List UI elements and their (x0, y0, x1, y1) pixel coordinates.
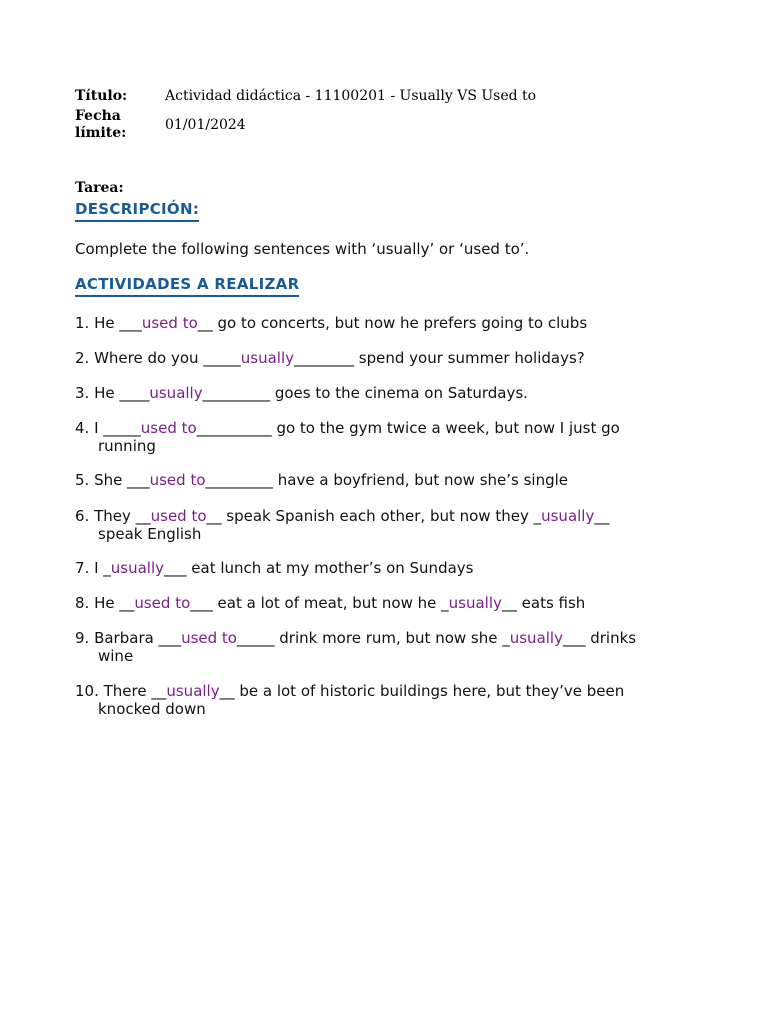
activity-line (75, 471, 568, 489)
sentence-text: __ be a lot of historic buildings here, but they’ve been (219, 682, 625, 700)
activity-line (75, 507, 609, 525)
sentence-text: 3. He ____ (75, 384, 150, 402)
sentence-text: __ go to concerts, but now he prefers going to clubs (197, 314, 588, 332)
descripcion-text: Complete the following sentences with ‘usually’ or ‘used to’. (75, 240, 530, 258)
activity-item (75, 349, 695, 367)
activity-line (75, 682, 624, 700)
sentence-text: knocked down (98, 700, 206, 718)
activity-line (75, 419, 620, 437)
sentence-text: 7. I _ (75, 559, 111, 577)
sentence-text: __ (594, 507, 610, 525)
sentence-text: ___ drinks (562, 629, 637, 647)
activity-item (75, 471, 695, 489)
sentence-text: ___ eat lunch at my mother’s on Sundays (164, 559, 474, 577)
activity-line-continuation (75, 647, 695, 665)
activity-line (75, 594, 585, 612)
answer-text: usually (166, 682, 220, 700)
activity-item (75, 507, 695, 543)
answer-text: used to (149, 471, 206, 489)
descripcion-heading: DESCRIPCIÓN: (75, 200, 199, 222)
activity-item (75, 419, 695, 455)
sentence-text: 1. He ___ (75, 314, 142, 332)
activity-item (75, 314, 695, 332)
sentence-text: 5. She ___ (75, 471, 150, 489)
answer-text: used to (141, 314, 198, 332)
activity-item (75, 594, 695, 612)
answer-text: used to (134, 594, 191, 612)
sentence-text: __ speak Spanish each other, but now they _ (206, 507, 542, 525)
sentence-text: __ eats fish (501, 594, 586, 612)
activity-line-continuation (75, 525, 695, 543)
sentence-text: 6. They __ (75, 507, 151, 525)
titulo-value: Actividad didáctica - 11100201 - Usually VS Used to (165, 88, 537, 104)
activity-line (75, 349, 585, 367)
sentence-text: running (98, 437, 156, 455)
answer-text: usually (240, 349, 295, 367)
sentence-text: __________ go to the gym twice a week, but now I just go (196, 419, 620, 437)
answer-text: used to (140, 419, 197, 437)
answer-text: used to (150, 507, 207, 525)
answer-text: usually (448, 594, 502, 612)
sentence-text: _____ drink more rum, but now she _ (236, 629, 510, 647)
sentence-text: speak English (98, 525, 202, 543)
answer-text: used to (181, 629, 237, 647)
sentence-text: _________ have a boyfriend, but now she’s single (205, 471, 569, 489)
answer-text: usually (541, 507, 595, 525)
activity-item (75, 384, 695, 402)
sentence-text: 4. I _____ (75, 419, 141, 437)
tarea-label: Tarea: (75, 180, 124, 196)
fecha-label-line2: límite: (75, 125, 127, 141)
activity-item (75, 629, 695, 665)
activity-line (75, 314, 587, 332)
sentence-text: ___ eat a lot of meat, but now he _ (190, 594, 449, 612)
fecha-value: 01/01/2024 (165, 117, 246, 133)
actividades-heading: ACTIVIDADES A REALIZAR (75, 275, 299, 297)
activity-item (75, 559, 695, 577)
sentence-text: 8. He __ (75, 594, 135, 612)
activity-item (75, 682, 695, 718)
titulo-label: Título: (75, 88, 128, 104)
sentence-text: 2. Where do you _____ (75, 349, 241, 367)
answer-text: usually (149, 384, 203, 402)
activity-line (75, 384, 528, 402)
sentence-text: 10. There __ (75, 682, 167, 700)
fecha-label-line1: Fecha (75, 108, 121, 124)
sentence-text: 9. Barbara ___ (75, 629, 182, 647)
sentence-text: wine (98, 647, 134, 665)
answer-text: usually (110, 559, 165, 577)
activity-line-continuation (75, 700, 695, 718)
activity-line (75, 629, 636, 647)
activity-line (75, 559, 473, 577)
answer-text: usually (509, 629, 563, 647)
sentence-text: ________ spend your summer holidays? (294, 349, 585, 367)
sentence-text: _________ goes to the cinema on Saturdays. (202, 384, 528, 402)
activity-line-continuation (75, 437, 695, 455)
